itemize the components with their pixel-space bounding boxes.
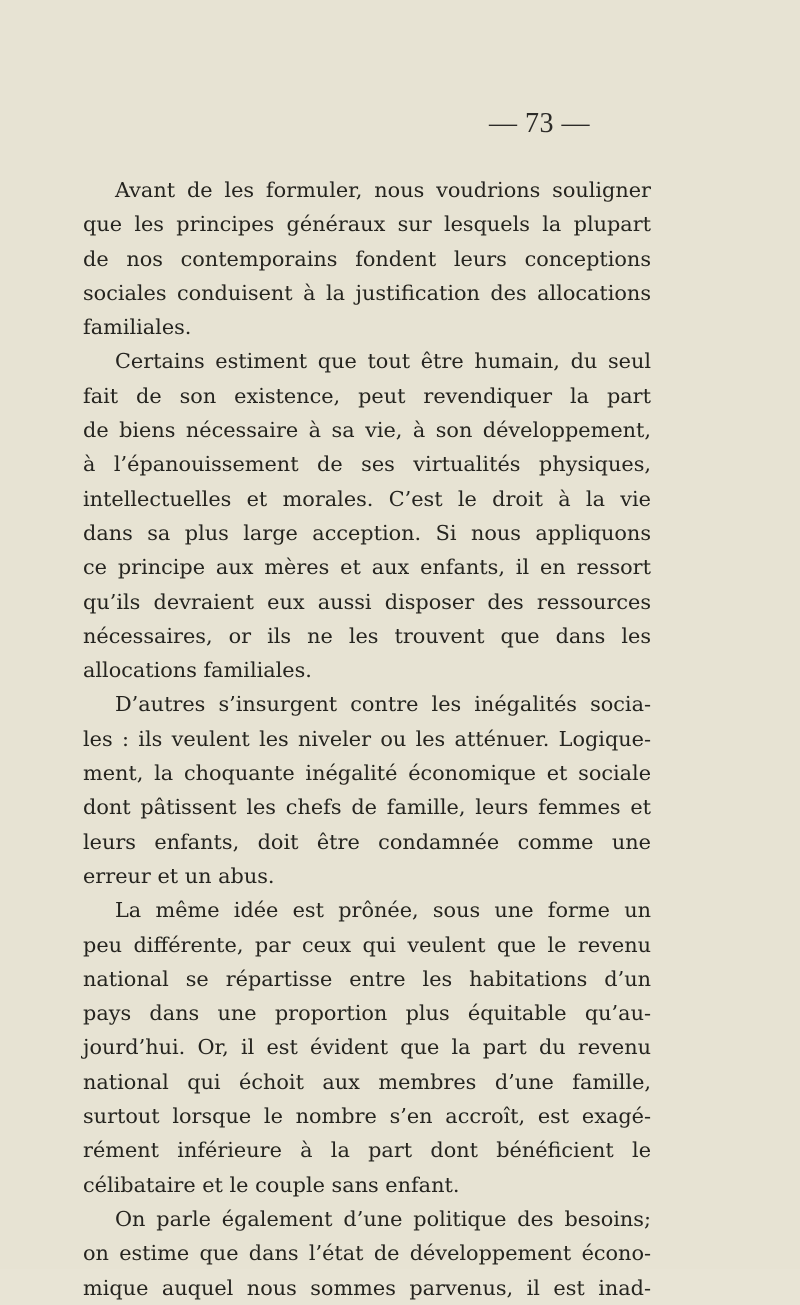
- text-line: fait de son existence, peut revendiquer la part: [83, 383, 651, 408]
- text-line: national qui échoit aux membres d’une famille,: [83, 1069, 651, 1094]
- text-line: allocations familiales.: [83, 658, 312, 683]
- text-line: de biens nécessaire à sa vie, à son développement,: [83, 418, 651, 443]
- text-line: La même idée est prônée, sous une forme un: [115, 898, 651, 923]
- text-line: à l’épanouissement de ses virtualités physiques,: [83, 452, 651, 477]
- text-line: on estime que dans l’état de développement écono-: [83, 1241, 651, 1266]
- text-line: nécessaires, or ils ne les trouvent que dans les: [83, 623, 651, 648]
- body-text: [83, 173, 651, 1305]
- text-line: On parle également d’une politique des besoins;: [115, 1206, 651, 1231]
- text-line: de nos contemporains fondent leurs conceptions: [83, 246, 651, 271]
- text-line: ment, la choquante inégalité économique et sociale: [83, 761, 651, 786]
- text-line: Avant de les formuler, nous voudrions souligner: [115, 178, 651, 202]
- text-line: pays dans une proportion plus équitable qu’au-: [83, 1001, 651, 1026]
- text-line: national se répartisse entre les habitations d’un: [83, 966, 651, 991]
- text-line: dont pâtissent les chefs de famille, leurs femmes et: [83, 795, 651, 820]
- text-line: les : ils veulent les niveler ou les atténuer. Logique-: [83, 726, 651, 751]
- text-line: que les principes généraux sur lesquels la plupart: [83, 212, 651, 237]
- text-line: jourd’hui. Or, il est évident que la part du revenu: [83, 1035, 651, 1060]
- text-line: surtout lorsque le nombre s’en accroît, est exagé-: [83, 1104, 651, 1129]
- text-line: sociales conduisent à la justification des allocations: [83, 280, 651, 305]
- text-line: erreur et un abus.: [83, 863, 275, 888]
- text-line: leurs enfants, doit être condamnée comme une: [83, 829, 651, 854]
- text-line: familiales.: [83, 315, 192, 340]
- text-line: ce principe aux mères et aux enfants, il en ressort: [83, 555, 651, 580]
- page-number: — 73 —: [489, 108, 590, 139]
- text-line: célibataire et le couple sans enfant.: [83, 1172, 460, 1197]
- text-line: intellectuelles et morales. C’est le droit à la vie: [83, 486, 651, 511]
- text-line: dans sa plus large acception. Si nous appliquons: [83, 520, 651, 545]
- text-line: Certains estiment que tout être humain, du seul: [115, 349, 651, 374]
- text-line: D’autres s’insurgent contre les inégalités socia-: [115, 692, 651, 717]
- text-line: peu différente, par ceux qui veulent que le revenu: [83, 932, 651, 957]
- text-line: qu’ils devraient eux aussi disposer des ressources: [83, 589, 651, 614]
- text-line: mique auquel nous sommes parvenus, il est inad-: [83, 1275, 651, 1300]
- text-line: rément inférieure à la part dont bénéficient le: [83, 1138, 651, 1163]
